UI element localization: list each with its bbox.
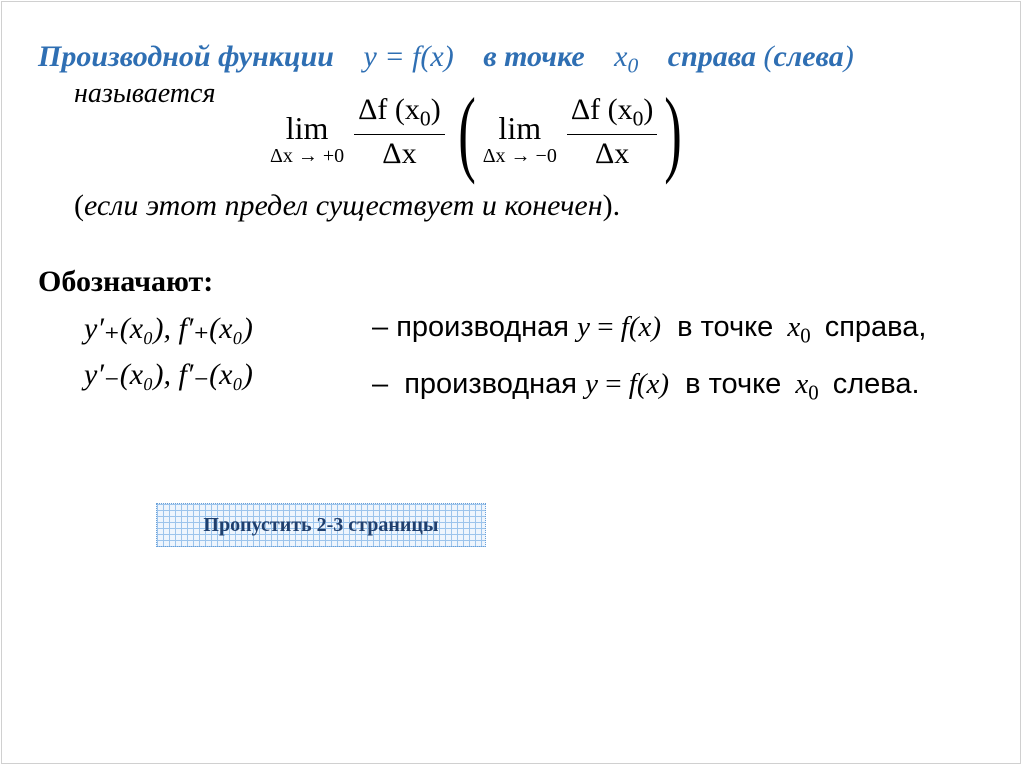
right-desc-dash: – — [372, 311, 389, 343]
left-derivative-symbols: y′₋(x₀), f′₋(x₀) — [84, 358, 253, 391]
heading-left: слева — [773, 40, 844, 73]
func-y: y — [363, 40, 377, 73]
condition-open: ( — [74, 189, 84, 222]
right-desc-point: в точке — [677, 311, 774, 343]
func-f: f — [412, 40, 421, 73]
frac-left-num-close: ) — [643, 93, 654, 127]
left-desc-text: производная — [404, 368, 577, 400]
heading-intro: Производной функции — [38, 40, 334, 73]
lim-right — [270, 112, 344, 168]
right-desc-f: f — [620, 311, 629, 343]
frac-right-num-close: ) — [430, 93, 441, 127]
right-desc-y: y — [577, 311, 590, 343]
condition-close: ). — [602, 189, 621, 222]
right-desc-arg: (x) — [628, 311, 662, 343]
left-desc-y: y — [585, 368, 598, 400]
paren-close: ) — [664, 78, 683, 185]
condition-text — [74, 189, 620, 223]
paren-open: ( — [457, 78, 476, 185]
right-derivative-symbols: y′₊(x₀), f′₊(x₀) — [84, 312, 253, 345]
condition-body: если этот предел существует и конечен — [84, 189, 603, 222]
lim-left-under: Δx → −0 — [482, 145, 557, 167]
heading-paren-close: ) — [843, 40, 854, 73]
left-desc-point: в точке — [685, 368, 782, 400]
func-arg: (x) — [420, 40, 454, 73]
right-derivative-desc — [372, 311, 926, 348]
frac-left-num: Δf (x — [570, 93, 633, 127]
definition-heading — [38, 40, 854, 78]
left-desc-side: слева. — [832, 368, 920, 400]
frac-right-num-sub: 0 — [419, 106, 431, 131]
lim-right-under: Δx → +0 — [270, 145, 345, 167]
func-eq: = — [384, 40, 405, 73]
frac-right-den: Δx — [382, 136, 417, 170]
heading-paren-open: ( — [763, 40, 774, 73]
skip-pages-label: Пропустить 2-3 страницы — [203, 513, 439, 536]
right-desc-side: справа, — [824, 311, 927, 343]
heading-in-point: в точке — [483, 40, 585, 73]
right-desc-x: x — [787, 311, 801, 343]
left-derivative-desc — [372, 368, 920, 405]
left-desc-sub: 0 — [808, 380, 819, 405]
heading-point-sub: 0 — [627, 53, 639, 78]
limit-formula — [270, 78, 689, 185]
fraction-right — [354, 93, 445, 170]
skip-pages-button[interactable] — [156, 503, 486, 547]
notation-label: Обозначают: — [38, 265, 214, 298]
left-desc-f: f — [628, 368, 637, 400]
right-desc-sub: 0 — [800, 323, 811, 348]
frac-right-num: Δf (x — [358, 93, 420, 127]
left-desc-eq: = — [605, 368, 622, 400]
heading-right: справа — [667, 40, 756, 73]
frac-left-num-sub: 0 — [632, 106, 644, 131]
left-desc-dash: – — [372, 368, 389, 400]
lim-left — [483, 112, 557, 168]
lim-left-word: lim — [498, 110, 542, 146]
left-desc-arg: (x) — [636, 368, 670, 400]
heading-point-x: x — [614, 40, 628, 73]
left-desc-x: x — [795, 368, 809, 400]
lim-right-word: lim — [285, 110, 329, 146]
fraction-left — [567, 93, 658, 170]
right-desc-text: производная — [396, 311, 569, 343]
right-desc-eq: = — [597, 311, 614, 343]
frac-left-den: Δx — [594, 136, 630, 170]
called-text: называется — [74, 78, 216, 109]
